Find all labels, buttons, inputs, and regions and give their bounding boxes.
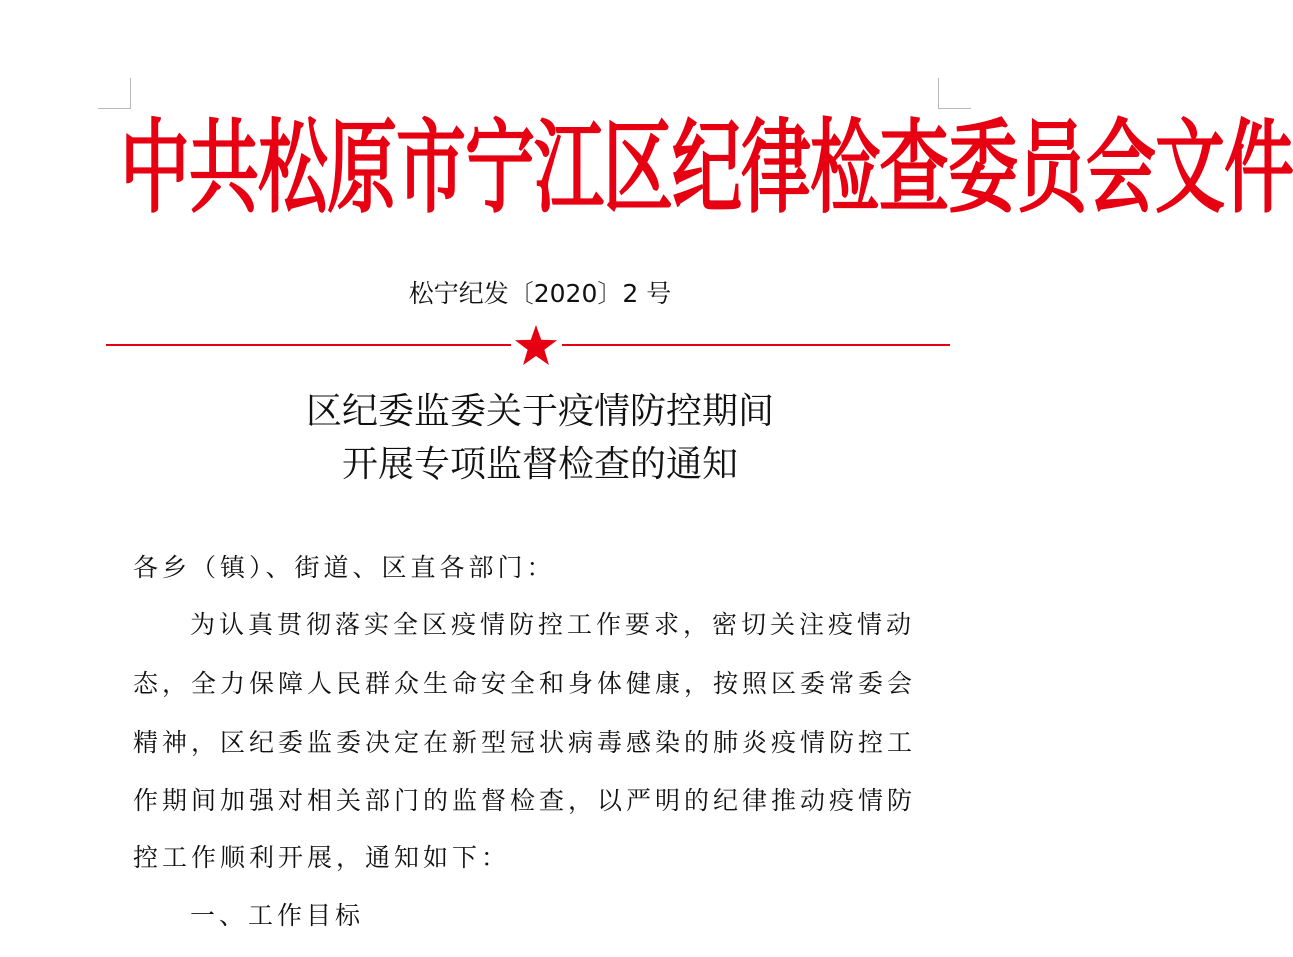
red-header-title: 中共松原市宁江区纪律检查委员会文件 — [120, 108, 1293, 228]
document-number: 松宁纪发〔2020〕2 号 — [408, 279, 672, 308]
red-rule-left — [106, 344, 511, 346]
paragraph-line: 作期间加强对相关部门的监督检查，以严明的纪律推动疫情防 — [133, 786, 917, 815]
salutation: 各乡（镇）、街道、区直各部门： — [133, 553, 556, 582]
paragraph-line: 精神，区纪委监委决定在新型冠状病毒感染的肺炎疫情防控工 — [133, 728, 917, 757]
notice-title-line-2: 开展专项监督检查的通知 — [341, 444, 738, 485]
notice-title-line-1: 区纪委监委关于疫情防控期间 — [305, 391, 774, 432]
section-heading: 一、工作目标 — [190, 901, 365, 930]
red-rule-right — [562, 344, 950, 346]
red-star-icon — [514, 324, 558, 366]
paragraph-line: 为认真贯彻落实全区疫情防控工作要求，密切关注疫情动 — [190, 610, 916, 639]
paragraph-line: 态，全力保障人民群众生命安全和身体健康，按照区委常委会 — [133, 669, 917, 698]
paragraph-line: 控工作顺利开展，通知如下： — [133, 843, 511, 872]
